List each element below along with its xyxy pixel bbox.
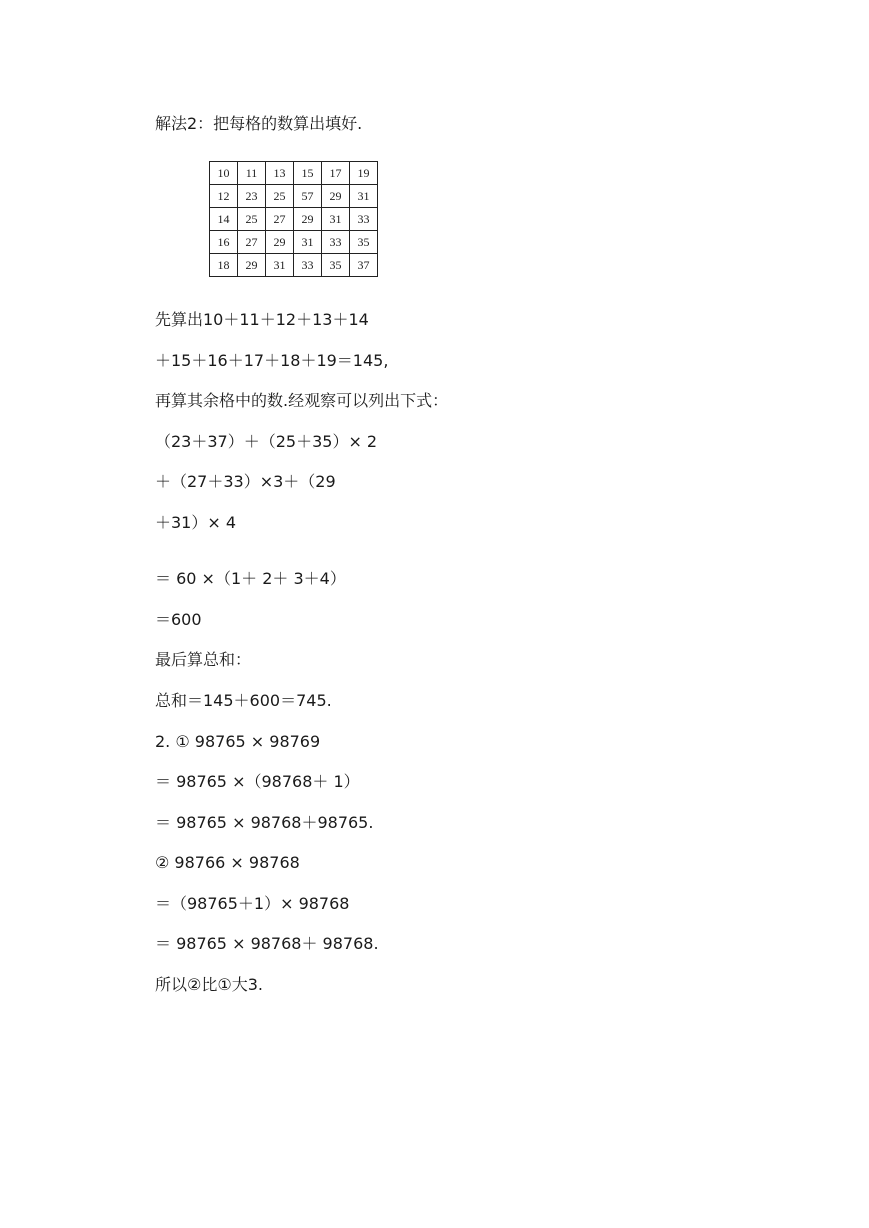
- grid-row: [210, 185, 378, 208]
- grid-cell: 16: [210, 231, 238, 254]
- grid-cell: 31: [322, 208, 350, 231]
- grid-cell: 37: [350, 254, 378, 277]
- expression-line-2: ＋（27＋33）×3＋（29: [155, 472, 336, 491]
- grid-cell: 35: [350, 231, 378, 254]
- grid-cell: 33: [322, 231, 350, 254]
- grid-cell: 25: [238, 208, 266, 231]
- problem-2-first-product: 2. ① 98765 × 98769: [155, 732, 321, 751]
- problem-2-second-step-1: ＝（98765＋1）× 98768: [155, 894, 350, 913]
- grid-cell: 31: [294, 231, 322, 254]
- grid-cell: 27: [238, 231, 266, 254]
- grid-cell: 33: [294, 254, 322, 277]
- grid-cell: 29: [238, 254, 266, 277]
- grid-row: [210, 162, 378, 185]
- grid-cell: 15: [294, 162, 322, 185]
- problem-2-first-step-1: ＝ 98765 ×（98768＋ 1）: [155, 772, 360, 791]
- final-sum-equation: 总和＝145＋600＝745.: [155, 691, 332, 710]
- grid-cell: 31: [266, 254, 294, 277]
- grid-cell: 57: [294, 185, 322, 208]
- grid-cell: 29: [294, 208, 322, 231]
- problem-2-second-product: ② 98766 × 98768: [155, 853, 300, 872]
- grid-cell: 18: [210, 254, 238, 277]
- number-grid: [209, 161, 378, 277]
- grid-cell: 17: [322, 162, 350, 185]
- expression-line-1: （23＋37）＋（25＋35）× 2: [155, 432, 378, 451]
- grid-cell: 19: [350, 162, 378, 185]
- grid-cell: 27: [266, 208, 294, 231]
- problem-2-first-step-2: ＝ 98765 × 98768＋98765.: [155, 813, 374, 832]
- grid-row: [210, 231, 378, 254]
- grid-cell: 12: [210, 185, 238, 208]
- sum-first-column-line-2: ＋15＋16＋17＋18＋19＝145,: [155, 351, 389, 370]
- grid-cell: 23: [238, 185, 266, 208]
- grid-cell: 14: [210, 208, 238, 231]
- grid-cell: 29: [322, 185, 350, 208]
- grid-row: [210, 208, 378, 231]
- observation-intro: 再算其余格中的数.经观察可以列出下式：: [155, 391, 449, 410]
- grid-row: [210, 254, 378, 277]
- problem-2-conclusion: 所以②比①大3.: [155, 975, 263, 994]
- sum-first-column-line-1: 先算出10＋11＋12＋13＋14: [155, 310, 369, 329]
- grid-cell: 31: [350, 185, 378, 208]
- grid-cell: 11: [238, 162, 266, 185]
- expression-line-4: ＝ 60 ×（1＋ 2＋ 3＋4）: [155, 569, 346, 588]
- grid-cell: 25: [266, 185, 294, 208]
- grid-cell: 10: [210, 162, 238, 185]
- final-sum-heading: 最后算总和：: [155, 650, 252, 669]
- grid-cell: 35: [322, 254, 350, 277]
- expression-line-3: ＋31）× 4: [155, 513, 237, 532]
- expression-result: ＝600: [155, 610, 202, 629]
- solution-method-2-heading: 解法2：把每格的数算出填好.: [155, 114, 363, 133]
- grid-cell: 13: [266, 162, 294, 185]
- grid-cell: 33: [350, 208, 378, 231]
- grid-cell: 29: [266, 231, 294, 254]
- problem-2-second-step-2: ＝ 98765 × 98768＋ 98768.: [155, 934, 379, 953]
